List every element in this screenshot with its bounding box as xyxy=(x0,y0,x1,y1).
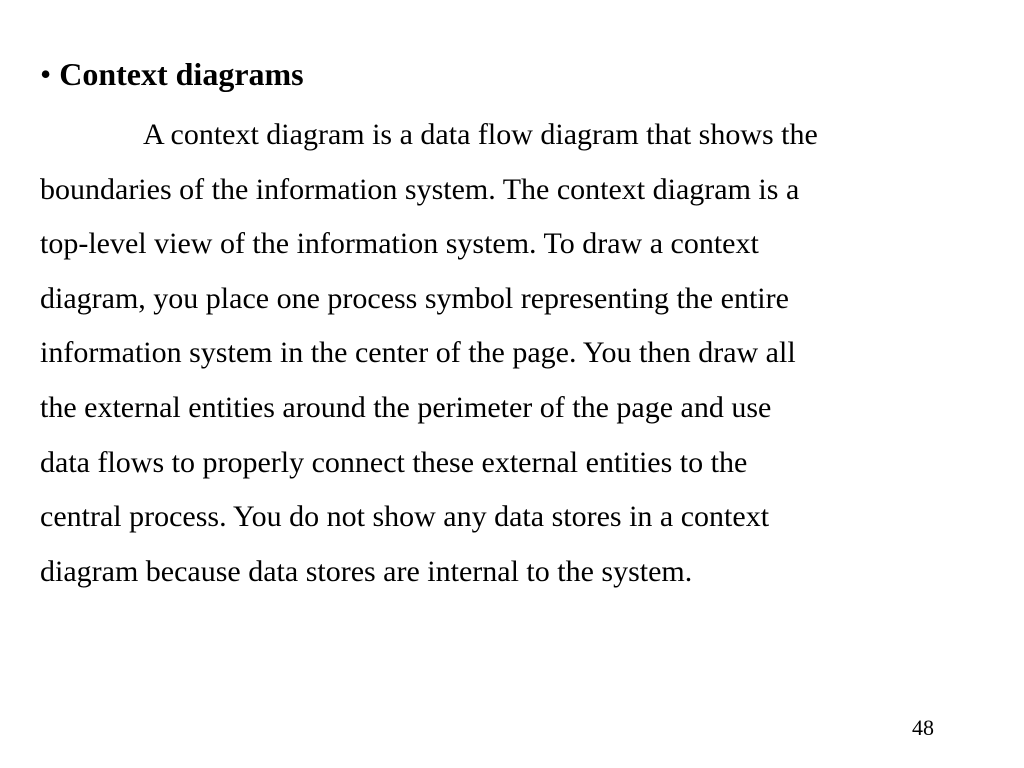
slide-heading xyxy=(40,54,304,94)
body-line: information system in the center of the page. You then draw all xyxy=(40,336,796,370)
body-line: diagram, you place one process symbol representing the entire xyxy=(40,281,789,315)
body-line: data flows to properly connect these external entities to the xyxy=(40,445,748,479)
body-line: top-level view of the information system. To draw a context xyxy=(40,227,759,261)
body-paragraph xyxy=(40,108,995,599)
body-line: boundaries of the information system. The context diagram is a xyxy=(40,172,800,206)
bullet-icon: • xyxy=(40,56,52,92)
heading-text: Context diagrams xyxy=(59,56,304,92)
body-line: diagram because data stores are internal to the system. xyxy=(40,554,693,588)
page-number: 48 xyxy=(912,715,934,740)
body-line: central process. You do not show any data stores in a context xyxy=(40,500,770,534)
body-line: A context diagram is a data flow diagram that shows the xyxy=(143,118,818,151)
body-line: the external entities around the perimeter of the page and use xyxy=(40,390,772,424)
